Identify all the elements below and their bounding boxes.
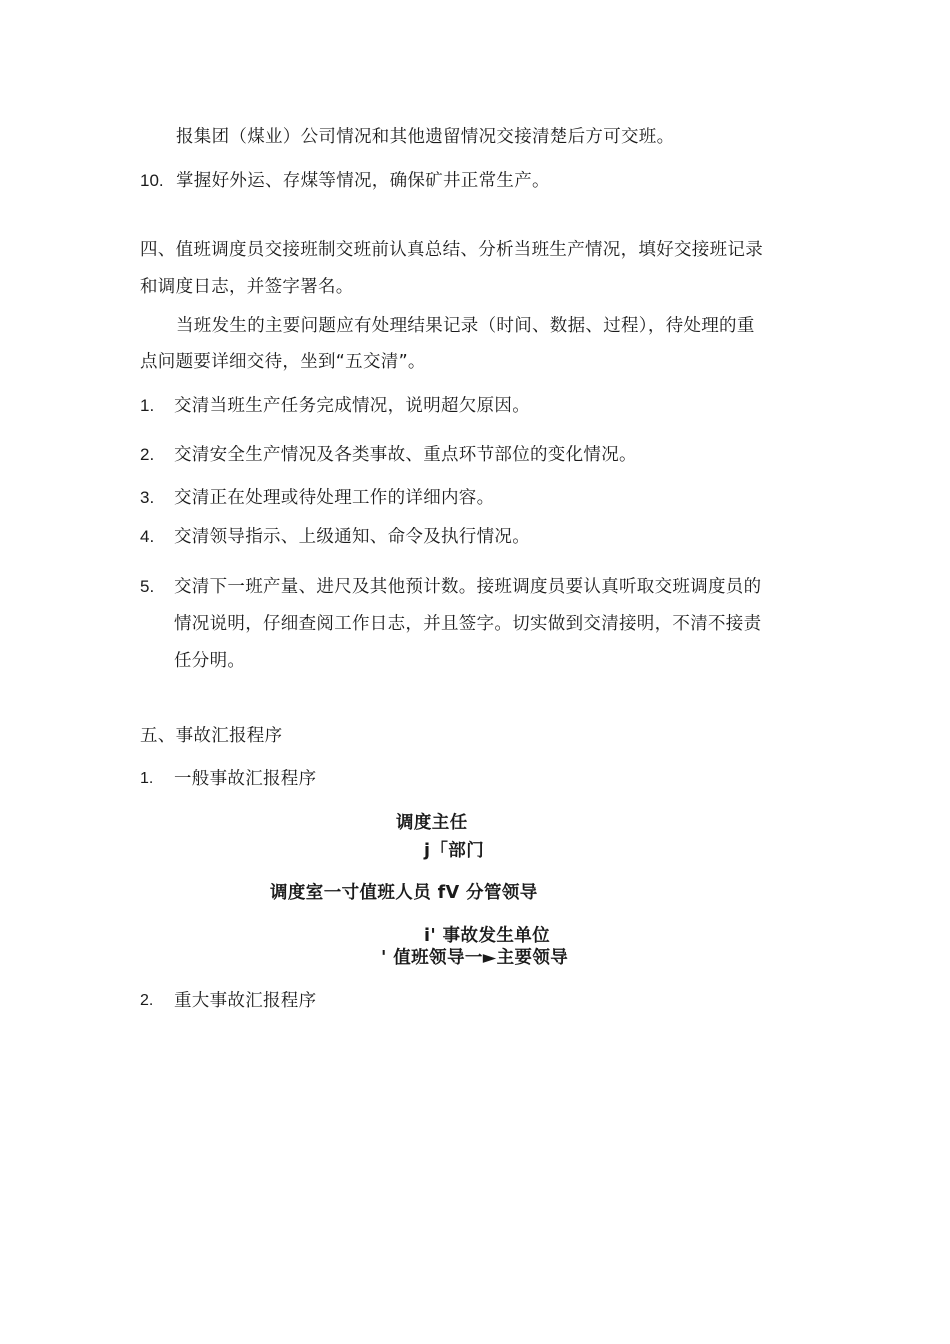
list-item-number: 1.	[140, 396, 155, 415]
sec5-item-2-number: 2.	[140, 992, 154, 1009]
list-item-text: 交清领导指示、上级通知、命令及执行情况。	[174, 527, 530, 547]
sec4-heading-line2: 和调度日志，并签字署名。	[140, 277, 354, 297]
list-item-continuation: 任分明。	[174, 651, 246, 671]
sec5-item-1-number: 1.	[140, 770, 154, 787]
sec3-continuation-line: 报集团（煤业）公司情况和其他遗留情况交接清楚后方可交班。	[176, 127, 675, 147]
list-item-number: 2.	[140, 445, 155, 464]
sec5-heading: 五、事故汇报程序	[140, 726, 283, 746]
flow-department: j「部门	[424, 841, 485, 861]
list-item-continuation: 情况说明，仔细查阅工作日志，并且签字。切实做到交清接明，不清不接责	[174, 614, 762, 634]
list-item-number: 5.	[140, 577, 155, 596]
list-item-text: 交清下一班产量、进尺及其他预计数。接班调度员要认真听取交班调度员的	[174, 577, 762, 597]
sec4-heading-line1: 四、值班调度员交接班制交班前认真总结、分析当班生产情况，填好交接班记录	[140, 240, 763, 260]
flow-duty-leader-line: ' 值班领导一►主要领导	[381, 948, 569, 968]
flow-dispatch-room-line: 调度室一寸值班人员 fV 分管领导	[270, 883, 538, 903]
flow-dispatch-director: 调度主任	[396, 813, 468, 833]
sec5-item-2-text: 重大事故汇报程序	[174, 991, 317, 1011]
sec4-paragraph-line1: 当班发生的主要问题应有处理结果记录（时间、数据、过程），待处理的重	[176, 316, 755, 336]
sec4-paragraph-line2: 点问题要详细交待，坐到“五交清”。	[140, 352, 426, 372]
flow-accident-unit: i' 事故发生单位	[424, 926, 551, 946]
item-10-text: 掌握好外运、存煤等情况，确保矿井正常生产。	[176, 171, 550, 191]
list-item-number: 3.	[140, 488, 155, 507]
list-item-text: 交清正在处理或待处理工作的详细内容。	[174, 488, 495, 508]
item-10-number: 10.	[140, 171, 164, 190]
list-item-number: 4.	[140, 527, 155, 546]
sec5-item-1-text: 一般事故汇报程序	[174, 769, 317, 789]
list-item-text: 交清安全生产情况及各类事故、重点环节部位的变化情况。	[174, 445, 637, 465]
list-item-text: 交清当班生产任务完成情况，说明超欠原因。	[174, 396, 530, 416]
